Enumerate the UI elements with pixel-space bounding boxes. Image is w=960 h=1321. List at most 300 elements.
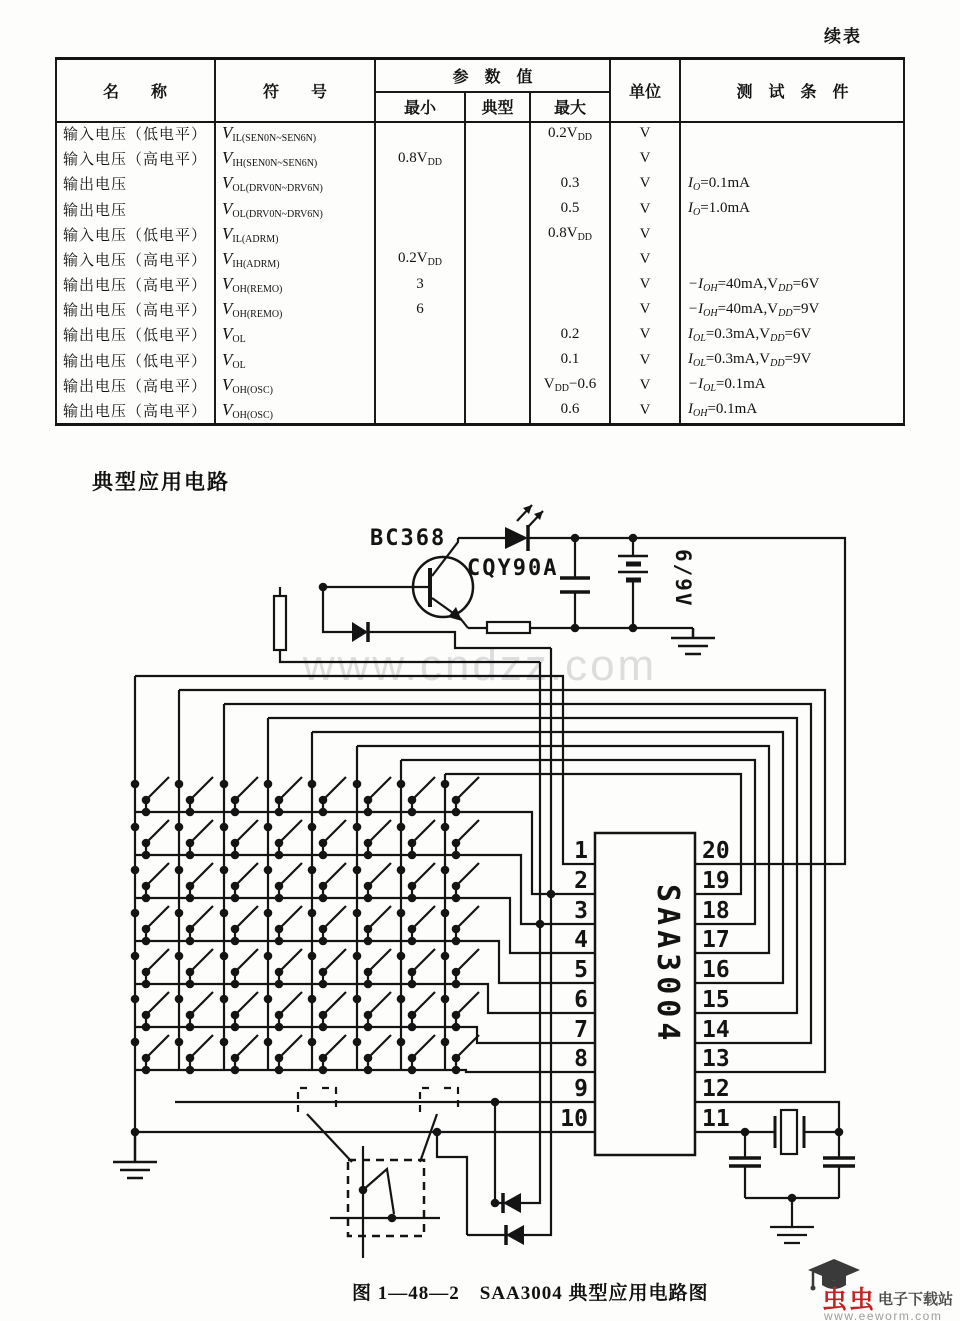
continued-table-label: 续表 bbox=[824, 27, 862, 46]
junction-dot bbox=[353, 909, 362, 918]
junction-dot bbox=[308, 909, 317, 918]
crystal-icon bbox=[781, 1110, 797, 1154]
cell-unit: V bbox=[639, 250, 651, 267]
resistor-r1 bbox=[274, 596, 286, 650]
junction-dot bbox=[186, 1054, 195, 1063]
junction-dot bbox=[397, 909, 406, 918]
junction-dot bbox=[491, 1199, 500, 1208]
junction-dot bbox=[319, 882, 328, 891]
pin-number-left: 7 bbox=[574, 1017, 588, 1043]
figure-caption: 图 1—48—2 SAA3004 典型应用电路图 bbox=[352, 1283, 709, 1304]
callout-bracket bbox=[298, 1088, 336, 1112]
emitter-wire bbox=[432, 598, 468, 628]
junction-dot bbox=[364, 968, 373, 977]
key-switch-icon bbox=[190, 820, 213, 855]
key-switch-icon bbox=[412, 992, 435, 1027]
bottom-row-wires bbox=[113, 1102, 595, 1178]
key-switch-icon bbox=[146, 949, 169, 984]
junction-dot bbox=[408, 980, 417, 989]
key-switch-icon bbox=[279, 863, 302, 898]
junction-dot bbox=[275, 925, 284, 934]
battery-label: 6/9V bbox=[671, 549, 695, 608]
pin-number-left: 2 bbox=[574, 868, 588, 894]
pin-number-left: 10 bbox=[560, 1106, 588, 1132]
header-symbol: 符 号 bbox=[262, 84, 327, 101]
callout-pointer-lines bbox=[307, 1114, 437, 1162]
junction-dot bbox=[353, 866, 362, 875]
junction-dot bbox=[220, 823, 229, 832]
junction-dot bbox=[319, 796, 328, 805]
junction-dot bbox=[231, 1066, 240, 1075]
cell-symbol: $V_{IL(ADRM)}$ bbox=[222, 223, 279, 245]
junction-dot bbox=[319, 1066, 328, 1075]
header-condition: 测 试 条 件 bbox=[736, 84, 849, 101]
junction-dot bbox=[186, 796, 195, 805]
key-switch-icon bbox=[146, 863, 169, 898]
junction-dot bbox=[441, 780, 450, 789]
junction-dot bbox=[364, 1054, 373, 1063]
junction-dot bbox=[220, 866, 229, 875]
signal-wire-v1 bbox=[495, 662, 540, 1203]
junction-dot bbox=[231, 894, 240, 903]
junction-dot bbox=[408, 796, 417, 805]
cap-board bbox=[808, 1259, 860, 1281]
table-row bbox=[55, 297, 905, 322]
junction-dot bbox=[452, 894, 461, 903]
cell-min: $0.8V_{DD}$ bbox=[397, 149, 443, 168]
junction-dot bbox=[491, 1098, 500, 1107]
junction-dot bbox=[408, 937, 417, 946]
matrix-row-wire bbox=[135, 941, 595, 983]
key-switch-icon bbox=[412, 906, 435, 941]
cell-max: 0.1 bbox=[560, 351, 580, 368]
junction-dot bbox=[319, 839, 328, 848]
junction-dot bbox=[142, 925, 151, 934]
vplus-rail bbox=[458, 538, 845, 864]
cell-unit: V bbox=[639, 175, 651, 192]
cell-max: 0.2 bbox=[560, 325, 580, 342]
junction-dot bbox=[441, 909, 450, 918]
pin-number-left: 4 bbox=[574, 927, 588, 953]
junction-dot bbox=[231, 882, 240, 891]
cell-symbol: $V_{OH(OSC)}$ bbox=[222, 399, 273, 421]
key-switch-icon bbox=[279, 820, 302, 855]
key-switch-icon bbox=[235, 777, 258, 812]
junction-dot bbox=[571, 624, 580, 633]
junction-dot bbox=[408, 925, 417, 934]
junction-dot bbox=[408, 1011, 417, 1020]
key-switch-icon bbox=[412, 863, 435, 898]
junction-dot bbox=[353, 1038, 362, 1047]
cell-symbol: $V_{OL}$ bbox=[222, 349, 246, 371]
key-switch-icon bbox=[368, 820, 391, 855]
junction-dot bbox=[397, 952, 406, 961]
junction-dot bbox=[186, 925, 195, 934]
junction-dot bbox=[308, 823, 317, 832]
cell-name: 输入电压（高电平） bbox=[63, 151, 208, 169]
led-label: CQY90A bbox=[467, 556, 559, 581]
junction-dot bbox=[308, 780, 317, 789]
transistor-label: BC368 bbox=[370, 526, 447, 551]
junction-dot bbox=[175, 995, 184, 1004]
junction-dot bbox=[175, 866, 184, 875]
cell-name: 输出电压（低电平） bbox=[63, 352, 208, 370]
junction-dot bbox=[142, 808, 151, 817]
junction-dot bbox=[231, 1023, 240, 1032]
cell-condition: $I_{OH}=0.1mA$ bbox=[688, 401, 758, 420]
junction-dot bbox=[408, 968, 417, 977]
cell-unit: V bbox=[639, 326, 651, 343]
logo-url: www.eeworm.com bbox=[824, 1309, 943, 1321]
key-switch-icon bbox=[146, 992, 169, 1027]
cell-name: 输出电压（高电平） bbox=[63, 402, 208, 420]
junction-dot bbox=[408, 894, 417, 903]
junction-dot bbox=[275, 1011, 284, 1020]
cell-min: $0.2V_{DD}$ bbox=[397, 250, 443, 269]
table-row bbox=[55, 222, 905, 247]
junction-dot bbox=[231, 925, 240, 934]
key-switch-icon bbox=[323, 820, 346, 855]
cell-name: 输出电压（高电平） bbox=[63, 377, 208, 395]
pin-number-right: 15 bbox=[702, 987, 730, 1013]
junction-dot bbox=[142, 796, 151, 805]
cell-unit: V bbox=[639, 225, 651, 242]
table-row bbox=[55, 247, 905, 272]
junction-dot bbox=[408, 808, 417, 817]
pin-number-right: 17 bbox=[702, 927, 730, 953]
junction-dot bbox=[231, 851, 240, 860]
header-min: 最小 bbox=[403, 99, 436, 117]
junction-dot bbox=[629, 534, 638, 543]
cell-unit: V bbox=[639, 301, 651, 318]
logo-brand-text: 虫虫 bbox=[822, 1286, 877, 1314]
junction-dot bbox=[452, 839, 461, 848]
pin-number-right: 20 bbox=[702, 838, 730, 864]
junction-dot bbox=[441, 952, 450, 961]
key-switch-icon bbox=[368, 777, 391, 812]
key-switch-icon bbox=[279, 777, 302, 812]
junction-dot bbox=[364, 839, 373, 848]
capacitor-icon bbox=[729, 1158, 855, 1166]
key-switch-icon bbox=[368, 1035, 391, 1070]
junction-dot bbox=[275, 1054, 284, 1063]
junction-dot bbox=[186, 1066, 195, 1075]
junction-dot bbox=[142, 980, 151, 989]
key-switch-icon bbox=[456, 949, 479, 984]
junction-dot bbox=[359, 1186, 368, 1195]
cell-min: 6 bbox=[416, 300, 424, 317]
junction-dot bbox=[131, 866, 140, 875]
key-switch-icon bbox=[279, 992, 302, 1027]
key-switch-icon bbox=[323, 992, 346, 1027]
junction-dot bbox=[452, 851, 461, 860]
junction-dot bbox=[452, 808, 461, 817]
junction-dot bbox=[571, 534, 580, 543]
callout-bracket bbox=[420, 1088, 458, 1112]
cell-symbol: $V_{OH(OSC)}$ bbox=[222, 374, 273, 396]
junction-dot bbox=[275, 894, 284, 903]
junction-dot bbox=[364, 851, 373, 860]
junction-dot bbox=[175, 952, 184, 961]
junction-dot bbox=[186, 894, 195, 903]
cell-unit: V bbox=[639, 200, 651, 217]
junction-dot bbox=[308, 866, 317, 875]
crystal-plates bbox=[775, 1116, 804, 1148]
junction-dot bbox=[835, 1128, 844, 1137]
header-subdivider bbox=[375, 91, 610, 93]
junction-dot bbox=[231, 937, 240, 946]
junction-dot bbox=[364, 808, 373, 817]
key-switch-icon bbox=[190, 992, 213, 1027]
key-switch-icon bbox=[190, 949, 213, 984]
junction-dot bbox=[408, 882, 417, 891]
key-switch-icon bbox=[456, 777, 479, 812]
junction-dot bbox=[186, 1011, 195, 1020]
junction-dot bbox=[397, 823, 406, 832]
column-bus-wire bbox=[445, 774, 741, 894]
junction-dot bbox=[433, 1128, 442, 1137]
junction-dot bbox=[142, 968, 151, 977]
cell-symbol: $V_{OL}$ bbox=[222, 324, 246, 346]
junction-dot bbox=[231, 980, 240, 989]
cell-unit: V bbox=[639, 150, 651, 167]
section-title: 典型应用电路 bbox=[92, 471, 230, 494]
key-switch-icon bbox=[456, 992, 479, 1027]
junction-dot bbox=[275, 808, 284, 817]
cell-unit: V bbox=[639, 125, 651, 142]
led-cqy90a-icon bbox=[505, 527, 528, 549]
junction-dots bbox=[131, 534, 844, 1223]
junction-dot bbox=[264, 909, 273, 918]
pin-number-right: 18 bbox=[702, 898, 730, 924]
table-row bbox=[55, 322, 905, 347]
cell-min: 3 bbox=[416, 275, 424, 292]
key-switch-icon bbox=[368, 992, 391, 1027]
junction-dot bbox=[264, 780, 273, 789]
key-switch-icon bbox=[190, 777, 213, 812]
junction-dot bbox=[142, 851, 151, 860]
key-switch-icon bbox=[235, 949, 258, 984]
key-switch-icon bbox=[412, 949, 435, 984]
key-switch-icon bbox=[456, 863, 479, 898]
junction-dot bbox=[319, 1011, 328, 1020]
junction-dot bbox=[353, 952, 362, 961]
ground-icon bbox=[745, 1198, 839, 1243]
header-max: 最大 bbox=[553, 99, 586, 117]
cell-symbol: $V_{OL(DRV0N\sim DRV6N)}$ bbox=[222, 173, 323, 195]
junction-dot bbox=[364, 796, 373, 805]
junction-dot bbox=[353, 780, 362, 789]
junction-dot bbox=[220, 952, 229, 961]
table-row bbox=[55, 398, 905, 423]
key-switch-icon bbox=[235, 906, 258, 941]
junction-dot bbox=[175, 1038, 184, 1047]
pin-number-right: 14 bbox=[702, 1017, 730, 1043]
resistor-r2 bbox=[487, 622, 530, 633]
junction-dot bbox=[408, 1066, 417, 1075]
site-logo bbox=[798, 1254, 960, 1321]
emitter-arrowhead bbox=[448, 607, 462, 621]
cell-name: 输出电压（高电平） bbox=[63, 302, 208, 320]
junction-dot bbox=[364, 1023, 373, 1032]
clamp-diodes bbox=[503, 1193, 524, 1245]
junction-dot bbox=[364, 882, 373, 891]
cell-max: 0.6 bbox=[560, 401, 580, 418]
key-switch-icon bbox=[190, 863, 213, 898]
detail-dashed-box bbox=[348, 1160, 424, 1236]
junction-dot bbox=[441, 823, 450, 832]
junction-dot bbox=[452, 925, 461, 934]
junction-dot bbox=[547, 890, 556, 899]
cell-condition: $I_O=1.0mA$ bbox=[688, 200, 750, 219]
junction-dot bbox=[142, 1054, 151, 1063]
cell-max: 0.5 bbox=[560, 200, 580, 217]
junction-dot bbox=[131, 909, 140, 918]
cell-max: $0.8V_{DD}$ bbox=[547, 225, 593, 244]
cell-max: 0.3 bbox=[560, 174, 580, 191]
key-switch-icon bbox=[323, 863, 346, 898]
junction-dot bbox=[231, 968, 240, 977]
cell-symbol: $V_{OH(REMO)}$ bbox=[222, 299, 283, 321]
key-switch-icon bbox=[323, 949, 346, 984]
junction-dot bbox=[319, 925, 328, 934]
ground-icon bbox=[113, 1132, 157, 1178]
junction-dot bbox=[408, 1054, 417, 1063]
diode-d1-icon bbox=[352, 622, 368, 642]
cell-unit: V bbox=[639, 401, 651, 418]
junction-dot bbox=[452, 1011, 461, 1020]
pin-number-right: 12 bbox=[702, 1076, 730, 1102]
key-switch-icon bbox=[235, 820, 258, 855]
junction-dot bbox=[275, 796, 284, 805]
key-switch-icon bbox=[323, 777, 346, 812]
junction-dot bbox=[452, 796, 461, 805]
cell-name: 输出电压 bbox=[63, 176, 128, 194]
key-switch-icon bbox=[323, 906, 346, 941]
pin-number-left: 9 bbox=[574, 1076, 588, 1102]
junction-dot bbox=[441, 995, 450, 1004]
key-switch-icon bbox=[190, 1035, 213, 1070]
junction-dot bbox=[364, 980, 373, 989]
cell-symbol: $V_{OH(REMO)}$ bbox=[222, 274, 283, 296]
junction-dot bbox=[452, 1054, 461, 1063]
cell-symbol: $V_{IH(SEN0N\sim SEN6N)}$ bbox=[222, 148, 318, 170]
header-name: 名 称 bbox=[102, 84, 167, 101]
electrolytic-capacitor-icon bbox=[560, 578, 590, 592]
cell-condition: $-I_{OL}=0.1mA$ bbox=[688, 376, 766, 395]
junction-dot bbox=[142, 1011, 151, 1020]
ic-label: SAA3004 bbox=[650, 884, 685, 1046]
junction-dot bbox=[220, 780, 229, 789]
cell-condition: $-I_{OH}=40mA,V_{DD}=6V$ bbox=[688, 275, 820, 294]
junction-dot bbox=[275, 937, 284, 946]
junction-dot bbox=[186, 882, 195, 891]
junction-dot bbox=[308, 952, 317, 961]
junction-dot bbox=[319, 968, 328, 977]
key-switch-icon bbox=[235, 992, 258, 1027]
junction-dot bbox=[408, 1023, 417, 1032]
junction-dot bbox=[275, 968, 284, 977]
junction-dot bbox=[175, 909, 184, 918]
cell-symbol: $V_{OL(DRV0N\sim DRV6N)}$ bbox=[222, 198, 323, 220]
junction-dot bbox=[364, 1066, 373, 1075]
junction-dot bbox=[364, 937, 373, 946]
table-row bbox=[55, 146, 905, 171]
junction-dot bbox=[142, 1023, 151, 1032]
key-switch-icon bbox=[456, 820, 479, 855]
key-switch-icon bbox=[146, 906, 169, 941]
key-switch-icon bbox=[146, 777, 169, 812]
table-row bbox=[55, 197, 905, 222]
cap-tassel-end bbox=[811, 1286, 816, 1291]
junction-dot bbox=[175, 780, 184, 789]
pin-number-left: 1 bbox=[574, 838, 588, 864]
cell-condition: $I_{OL}=0.3mA,V_{DD}=9V$ bbox=[688, 351, 812, 370]
junction-dot bbox=[319, 937, 328, 946]
pin-number-right: 16 bbox=[702, 957, 730, 983]
junction-dot bbox=[264, 952, 273, 961]
junction-dot bbox=[452, 937, 461, 946]
junction-dot bbox=[452, 980, 461, 989]
cell-name: 输入电压（低电平） bbox=[63, 126, 208, 144]
key-lever bbox=[363, 1169, 394, 1214]
key-switch-icon bbox=[235, 863, 258, 898]
junction-dot bbox=[629, 624, 638, 633]
cell-condition: $I_{OL}=0.3mA,V_{DD}=6V$ bbox=[688, 325, 812, 344]
cell-symbol: $V_{IL(SEN0N\sim SEN6N)}$ bbox=[222, 123, 317, 145]
cell-unit: V bbox=[639, 376, 651, 393]
table-row bbox=[55, 373, 905, 398]
cell-condition: $-I_{OH}=40mA,V_{DD}=9V$ bbox=[688, 300, 820, 319]
junction-dot bbox=[536, 920, 545, 929]
ground-icon bbox=[671, 628, 715, 654]
junction-dot bbox=[186, 937, 195, 946]
key-switch-icon bbox=[368, 906, 391, 941]
junction-dot bbox=[441, 866, 450, 875]
table-row bbox=[55, 171, 905, 196]
junction-dot bbox=[275, 839, 284, 848]
junction-dot bbox=[452, 1066, 461, 1075]
junction-dot bbox=[131, 780, 140, 789]
junction-dot bbox=[364, 925, 373, 934]
junction-dot bbox=[275, 882, 284, 891]
header-typ: 典型 bbox=[481, 99, 514, 117]
key-switch-icon bbox=[279, 1035, 302, 1070]
key-switch-icon bbox=[412, 1035, 435, 1070]
junction-dot bbox=[353, 995, 362, 1004]
key-switch-icon bbox=[323, 1035, 346, 1070]
junction-dot bbox=[275, 1023, 284, 1032]
cell-symbol: $V_{IH(ADRM)}$ bbox=[222, 248, 280, 270]
junction-dot bbox=[397, 866, 406, 875]
parameter-table bbox=[55, 57, 905, 426]
junction-dot bbox=[231, 808, 240, 817]
junction-dot bbox=[142, 1066, 151, 1075]
junction-dot bbox=[408, 851, 417, 860]
junction-dot bbox=[231, 1011, 240, 1020]
junction-dot bbox=[186, 968, 195, 977]
table-row bbox=[55, 348, 905, 373]
key-switch-icon bbox=[456, 906, 479, 941]
cell-name: 输出电压 bbox=[63, 201, 128, 219]
junction-dot bbox=[264, 1038, 273, 1047]
key-switch-icon bbox=[368, 863, 391, 898]
junction-dot bbox=[186, 851, 195, 860]
cell-name: 输入电压（高电平） bbox=[63, 251, 208, 269]
junction-dot bbox=[264, 823, 273, 832]
junction-dot bbox=[220, 909, 229, 918]
junction-dot bbox=[408, 839, 417, 848]
